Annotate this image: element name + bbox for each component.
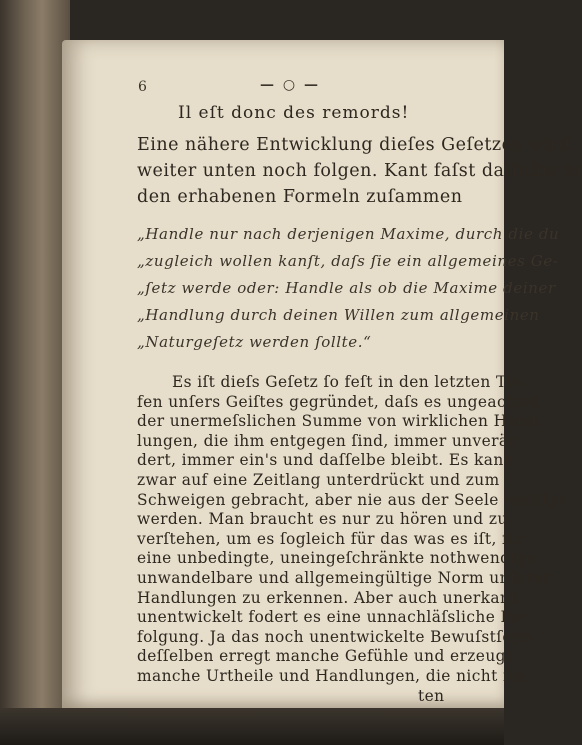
- section-title: Il eſt donc des remords!: [178, 103, 410, 123]
- page-shadow: [0, 708, 504, 745]
- text-line: weiter unten noch folgen. Kant faſst daſſelbe in: [137, 161, 582, 181]
- page-number: 6: [138, 79, 147, 95]
- text-line: Eine nähere Entwicklung dieſes Geſetzes wird: [137, 135, 571, 155]
- quote-line: „zugleich wollen kanſt, daſs ſie ein allgemeines Ge-: [137, 252, 559, 270]
- text-line: lungen, die ihm entgegen ſind, immer unverän-: [137, 431, 525, 450]
- text-line: manche Urtheile und Handlungen, die nicht ſel-: [137, 667, 530, 685]
- text-line: eine unbedingte, uneingeſchränkte nothwendige: [137, 549, 536, 568]
- text-line: verſtehen, um es ſogleich für das was es iſt, für: [137, 529, 527, 548]
- text-line: der unermeſslichen Summe von wirklichen Hand-: [137, 412, 544, 431]
- text-line: Handlungen zu erkennen. Aber auch unerkant,: [137, 588, 523, 607]
- quote-line: „Handle nur nach derjenigen Maxime, durch die du: [137, 225, 560, 243]
- text-line: unwandelbare und allgemeingültige Norm unſerer: [137, 569, 551, 587]
- text-line: dert, immer ein's und daſſelbe bleibt. Es kann: [137, 451, 514, 470]
- text-line: zwar auf eine Zeitlang unterdrückt und zum: [137, 471, 500, 489]
- header-ornament: — ○ —: [260, 77, 320, 93]
- book-binding: [0, 0, 70, 745]
- text-line: werden. Man braucht es nur zu hören und zu: [137, 510, 508, 529]
- catchword: ten: [418, 686, 445, 705]
- quote-line: „ſetz werde oder: Handle als ob die Maxime deiner: [137, 279, 556, 297]
- quote-line: „Naturgeſetz werden ſollte.“: [137, 333, 372, 351]
- text-line: den erhabenen Formeln zuſammen: [137, 187, 463, 207]
- quote-line: „Handlung durch deinen Willen zum allgemeinen: [137, 306, 540, 324]
- text-line: deſſelben erregt manche Gefühle und erzeugt: [137, 647, 513, 666]
- page-header: [130, 77, 470, 101]
- text-line: folgung. Ja das noch unentwickelte Bewuſstſeyn: [137, 627, 532, 646]
- text-line: Schweigen gebracht, aber nie aus der Seele vertilgt: [137, 490, 565, 509]
- text-line: Es iſt dieſs Geſetz ſo feſt in den letzten Tie-: [172, 373, 528, 391]
- text-line: unentwickelt fodert es eine unnachläſsliche Be-: [137, 608, 528, 627]
- text-line: fen unſers Geiſtes gegründet, daſs es ungeachtet: [137, 392, 539, 411]
